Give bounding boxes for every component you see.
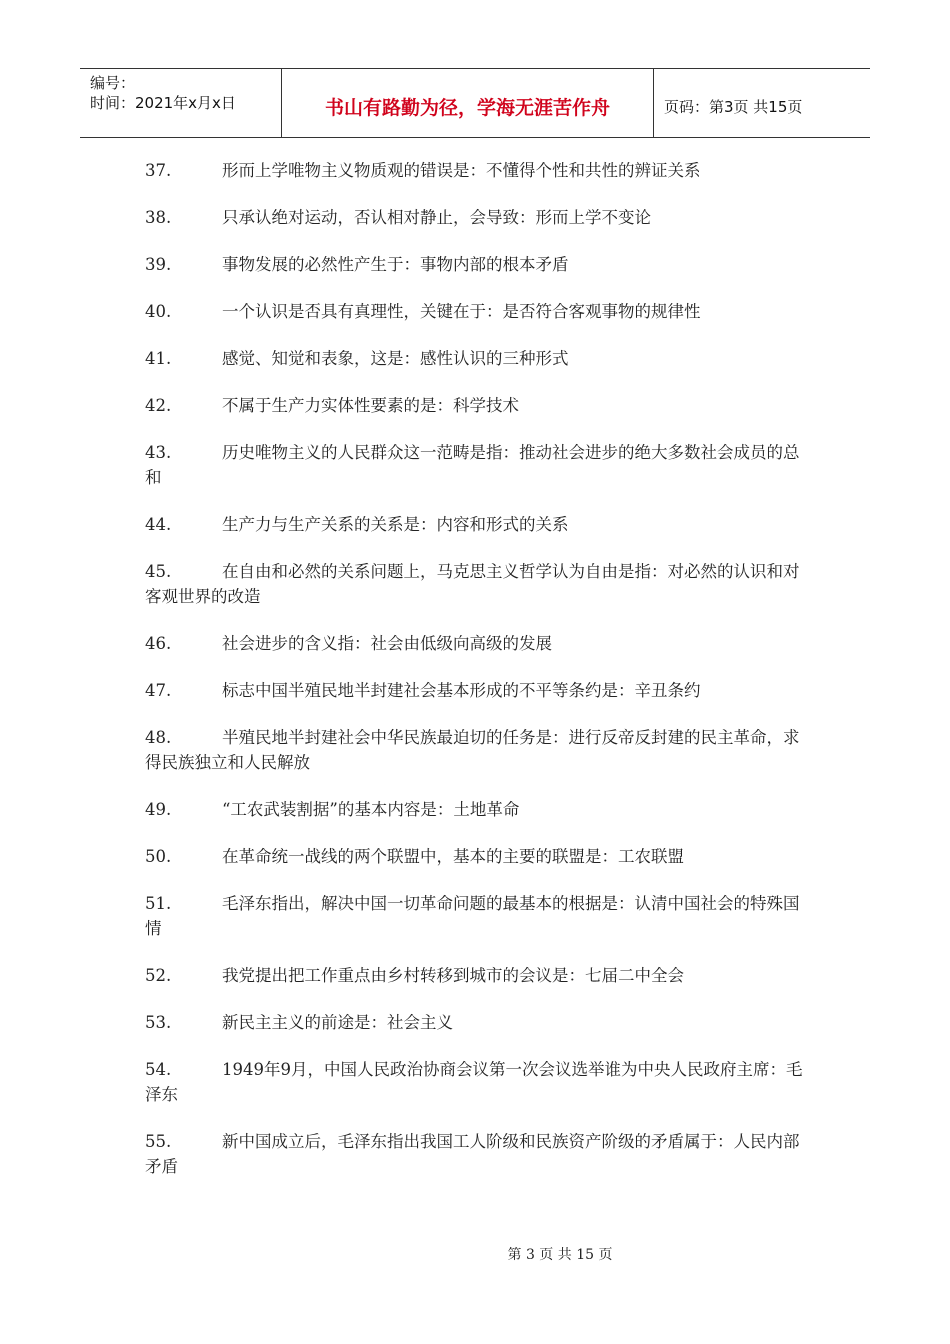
item-number: 37. [145,161,172,180]
item-number: 38. [145,208,172,227]
item-number: 44. [145,515,172,534]
item-number: 52. [145,966,172,985]
item-text: 一个认识是否具有真理性，关键在于：是否符合客观事物的规律性 [222,302,701,321]
item-number: 55. [145,1132,172,1151]
item-text: 事物发展的必然性产生于：事物内部的根本矛盾 [222,255,569,274]
item-text: 在自由和必然的关系问题上，马克思主义哲学认为自由是指：对必然的认识和对客观世界的改造 [145,562,800,606]
page-header [80,68,870,138]
item-number: 42. [145,396,172,415]
list-item [145,1129,810,1179]
item-text: 毛泽东指出，解决中国一切革命问题的最基本的根据是：认清中国社会的特殊国情 [145,894,800,938]
list-item [145,891,810,941]
header-motto: 书山有路勤为径，学海无涯苦作舟 [282,69,654,137]
footer-page-number: 第 3 页 共 15 页 [507,1247,613,1263]
item-text: 1949年9月，中国人民政治协商会议第一次会议选举谁为中央人民政府主席：毛泽东 [145,1060,803,1104]
item-number: 49. [145,800,172,819]
list-item [145,205,810,230]
item-number: 51. [145,894,172,913]
item-text: 形而上学唯物主义物质观的错误是：不懂得个性和共性的辨证关系 [222,161,701,180]
item-text: 只承认绝对运动，否认相对静止，会导致：形而上学不变论 [222,208,651,227]
item-number: 48. [145,728,172,747]
list-item [145,559,810,609]
item-number: 54. [145,1060,172,1079]
list-item [145,252,810,277]
list-item [145,393,810,418]
header-page-info: 页码：第3页 共15页 [664,97,803,116]
item-number: 41. [145,349,172,368]
header-meta [80,69,282,137]
item-text: 在革命统一战线的两个联盟中，基本的主要的联盟是：工农联盟 [222,847,684,866]
list-item [145,1010,810,1035]
item-text: 社会进步的含义指：社会由低级向高级的发展 [222,634,552,653]
item-number: 40. [145,302,172,321]
list-item [145,346,810,371]
list-item [145,512,810,537]
list-item [145,1057,810,1107]
item-text: 标志中国半殖民地半封建社会基本形成的不平等条约是：辛丑条约 [222,681,701,700]
item-text: 感觉、知觉和表象，这是：感性认识的三种形式 [222,349,569,368]
item-number: 47. [145,681,172,700]
item-number: 39. [145,255,172,274]
document-time-label: 时间：2021年x月x日 [90,94,236,112]
item-text: 新中国成立后，毛泽东指出我国工人阶级和民族资产阶级的矛盾属于：人民内部矛盾 [145,1132,800,1176]
item-text: 生产力与生产关系的关系是：内容和形式的关系 [222,515,569,534]
item-text: 不属于生产力实体性要素的是：科学技术 [222,396,519,415]
list-item [145,158,810,183]
item-number: 45. [145,562,172,581]
item-text: 半殖民地半封建社会中华民族最迫切的任务是：进行反帝反封建的民主革命，求得民族独立和人民解放 [145,728,800,772]
list-item [145,963,810,988]
list-item [145,797,810,822]
list-item [145,678,810,703]
item-text: 历史唯物主义的人民群众这一范畴是指：推动社会进步的绝大多数社会成员的总和 [145,443,800,487]
list-item [145,844,810,869]
item-text: 新民主主义的前途是：社会主义 [222,1013,453,1032]
list-item [145,440,810,490]
item-text: 我党提出把工作重点由乡村转移到城市的会议是：七届二中全会 [222,966,684,985]
item-text: “工农武装割据”的基本内容是：土地革命 [222,800,520,819]
item-number: 43. [145,443,172,462]
document-number-label: 编号： [90,74,136,92]
item-number: 53. [145,1013,172,1032]
page-footer [0,1244,950,1264]
list-item [145,725,810,775]
list-item [145,631,810,656]
item-number: 46. [145,634,172,653]
list-item [145,299,810,324]
item-number: 50. [145,847,172,866]
question-list [145,158,810,1201]
